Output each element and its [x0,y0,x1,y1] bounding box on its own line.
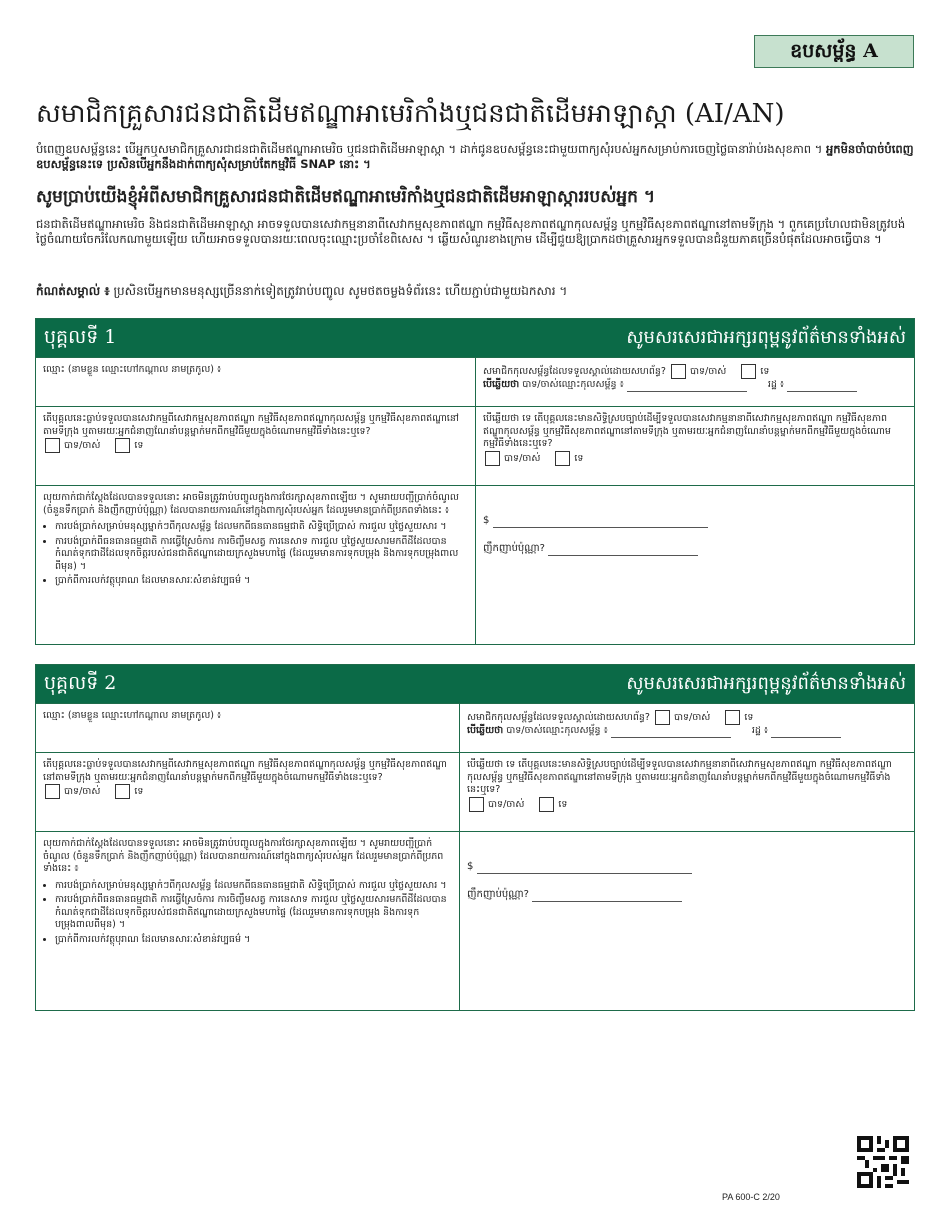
note-text: ប្រសិនបើអ្នកមានមនុស្សច្រើននាក់ទៀតត្រូវរាប់បញ្ចូល សូមថតចម្លងទំព័រនេះ ហើយភ្ជាប់ជាមួយឯកសារ ។ [113,284,568,298]
name-label: ឈ្មោះ (នាមខ្លួន ឈ្មោះហៅកណ្តាល នាមត្រកូល) ៖ [43,710,222,721]
person-1-instruction: សូមសរសេរជាអក្សរពុម្ពនូវព័ត៌មានទាំងអស់ [626,327,906,348]
tribe-question: សមាជិកកុលសម្ព័ន្ធដែលទទួលស្គាល់ដោយសហព័ន្ធ? [483,366,666,377]
page-title: សមាជិកគ្រួសារជនជាតិដើមឥណ្ឌាអាមេរិកាំងឬជនជាតិដើមអាឡាស្កា (AI/AN) [36,99,785,129]
no-label: ទេ [574,452,584,464]
how-often-input[interactable] [532,901,682,902]
how-often-label: ញឹកញាប់ប៉ុណ្ណា? [467,889,529,900]
intro-line: បំពេញឧបសម្ព័ន្ធនេះ បើអ្នកឬសមាជិកគ្រួសារជាជនជាតិដើមឥណ្ឌាអាមេរិច ឬជនជាតិដើមអាឡាស្កា ។ ដាក់ជូនឧបសម្ព័ន្ធនេះជាមួយពាក្យសុំរបស់អ្នកសម្រាប់ការចេញថ្លៃធានារ៉ាប់រងសុខភាព ។ [36,142,823,156]
if-yes-lead: បើឆ្លើយថា [467,725,504,736]
tribe-question: សមាជិកកុលសម្ព័ន្ធដែលទទួលស្គាល់ដោយសហព័ន្ធ? [467,712,650,723]
yes-label: បាទ/ចាស់ [689,366,727,377]
income-item: • ការបង់ប្រាក់ពីធនធានធម្មជាតិ ការធ្វើស្រែចំការ ការចិញ្ចឹមសត្វ ការនេសាទ ការជួល ឬថ្លៃសួយសារមកពីដីដែលបានកំណត់ទុកជាដីដែលទុកចិត្តរបស់ជនជាតិឥណ្ឌាដោយក្រសួងមហាផ្ទៃ (ដែលរួមមានការទុកបម្រុង និងការទុកបម្រុងពាលពីមុន) ។ [55,536,468,574]
person-2-header [36,665,914,703]
tribe-name-input[interactable] [627,391,747,392]
income-item: • ប្រាក់ពីការលក់វត្ថុបុរាណ ដែលមានសារៈសំខាន់វប្បធម៌ ។ [55,575,468,588]
state-label: រដ្ឋ ៖ [767,379,785,390]
received-yes-checkbox[interactable] [45,438,60,453]
yes-label: បាទ/ចាស់ [64,786,101,797]
person-1-section [35,318,915,645]
eligible-no-checkbox[interactable] [555,451,570,466]
person-1-label: បុគ្គលទី 1 [44,326,117,348]
form-number: PA 600-C 2/20 [722,1192,780,1202]
person-1-name-field[interactable] [36,358,476,406]
dollar-sign: $ [467,861,474,872]
tribe-no-checkbox[interactable] [741,364,756,379]
qr-code [857,1136,909,1188]
intro-bold: អ្នកមិនចាំបាច់បំពេញឧបសម្ព័ន្ធនេះទេ ប្រសិនបើអ្នកនឹងដាក់ពាក្យសុំសម្រាប់តែកម្មវិធី SNAP នោះ ។ [36,142,914,171]
how-often-label: ញឹកញាប់ប៉ុណ្ណា? [483,543,545,554]
income-item: • ប្រាក់ពីការលក់វត្ថុបុរាណ ដែលមានសារៈសំខាន់វប្បធម៌ ។ [55,934,452,947]
eligible-no-checkbox[interactable] [539,797,554,812]
section-subtitle: សូមប្រាប់យើងខ្ញុំអំពីសមាជិកគ្រួសារជនជាតិដើមឥណ្ឌាអាមេរិកាំងឬជនជាតិដើមអាឡាស្ការរបស់អ្នក ។ [36,187,656,207]
no-label: ទេ [760,366,770,377]
person-1-header [36,319,914,357]
no-label: ទេ [134,440,144,451]
income-intro: លុយកាក់ជាក់ស្តែងដែលបានទទួលនោះ អាចមិនត្រូវរាប់បញ្ចូលក្នុងការថែរក្សាសុខភាពឡើយ ។ សូមរាយបញ្ជីប្រាក់ចំណូល (ចំនួនទឹកប្រាក់ និងញឹកញាប់ប៉ុណ្ណា) ដែលបានរាយការណ៍នៅក្នុងពាក្យសុំរបស់អ្នក ដែលរួមមានប្រាក់ពីប្រភពទាំងនេះ ៖ [43,838,444,874]
no-label: ទេ [134,786,144,797]
how-often-input[interactable] [548,555,698,556]
received-yes-checkbox[interactable] [45,784,60,799]
note-label: កំណត់សម្គាល់ ៖ [36,284,110,298]
yes-label: បាទ/ចាស់ [504,452,541,464]
received-no-checkbox[interactable] [115,438,130,453]
note [36,283,916,299]
received-no-checkbox[interactable] [115,784,130,799]
person-2-instruction: សូមសរសេរជាអក្សរពុម្ពនូវព័ត៌មានទាំងអស់ [626,673,906,694]
no-label: ទេ [558,798,568,810]
tribe-name-label: បាទ/ចាស់ឈ្មោះកុលសម្ព័ន្ធ ៖ [522,379,624,390]
income-amount-input[interactable] [493,527,708,528]
income-list [43,521,468,588]
person-2-label: បុគ្គលទី 2 [44,672,117,694]
appendix-tag: ឧបសម្ព័ន្ធ A [754,35,914,68]
received-services-question: តើបុគ្គលនេះធ្លាប់ទទួលបានសេវាកម្មពីសេវាកម្មសុខភាពឥណ្ឌា កម្មវិធីសុខភាពឥណ្ឌាកុលសម្ព័ន្ធ ឬកម្មវិធីសុខភាពឥណ្ឌានៅតាមទីក្រុង ឬតាមរយៈអ្នកជំនាញណែនាំបន្តម្នាក់មកពីកម្មវិធីមួយក្នុងចំណោមកម្មវិធីទាំងនេះឬទេ? [43,413,459,437]
tribe-yes-checkbox[interactable] [671,364,686,379]
state-input[interactable] [771,737,841,738]
yes-label: បាទ/ចាស់ [64,440,101,451]
yes-label: បាទ/ចាស់ [488,798,525,810]
yes-label: បាទ/ចាស់ [673,712,711,723]
tribe-name-input[interactable] [611,737,731,738]
income-item: • ការបង់ប្រាក់សម្រាប់មនុស្សម្នាក់ៗពីកុលសម្ព័ន្ធ ដែលមកពីធនធានធម្មជាតិ សិទ្ធិប្រើប្រាស់ ការជួល ឬថ្លៃសួយសារ ។ [55,880,452,893]
state-label: រដ្ឋ ៖ [751,725,769,736]
person-2-name-field[interactable] [36,704,460,752]
if-yes-lead: បើឆ្លើយថា [483,379,520,390]
info-paragraph: ជនជាតិដើមឥណ្ឌាអាមេរិច និងជនជាតិដើមអាឡាស្កា អាចទទួលបានសេវាកម្មនានាពីសេវាកម្មសុខភាពឥណ្ឌា កម្មវិធីសុខភាពឥណ្ឌាកុលសម្ព័ន្ធ ឬកម្មវិធីសុខភាពឥណ្ឌានៅតាមទីក្រុង ។ ពួកគេប្រហែលជាមិនត្រូវបង់ថ្លៃចំណាយចែករំលែកណាមួយឡើយ ហើយអាចទទួលបានរយៈពេលចុះឈ្មោះប្រចាំខែពិសេស ។ ឆ្លើយសំណួរខាងក្រោម ដើម្បីជួយឱ្យប្រាកដថាគ្រួសារអ្នកទទួលបានជំនួយភាគច្រើនបំផុតដែលអាចធ្វើបាន ។ [36,217,906,246]
intro-text [36,142,916,172]
eligible-yes-checkbox[interactable] [469,797,484,812]
income-intro: លុយកាក់ជាក់ស្តែងដែលបានទទួលនោះ អាចមិនត្រូវរាប់បញ្ចូលក្នុងការថែរក្សាសុខភាពឡើយ ។ សូមរាយបញ្ជីប្រាក់ចំណូល (ចំនួនទឹកប្រាក់ និងញឹកញាប់ប៉ុណ្ណា) ដែលបានរាយការណ៍នៅក្នុងពាក្យសុំរបស់អ្នក ដែលរួមមានប្រាក់ពីប្រភពទាំងនេះ ៖ [43,492,459,516]
received-services-question: តើបុគ្គលនេះធ្លាប់ទទួលបានសេវាកម្មពីសេវាកម្មសុខភាពឥណ្ឌា កម្មវិធីសុខភាពឥណ្ឌាកុលសម្ព័ន្ធ ឬកម្មវិធីសុខភាពឥណ្ឌានៅតាមទីក្រុង ឬតាមរយៈអ្នកជំនាញណែនាំបន្តម្នាក់មកពីកម្មវិធីមួយក្នុងចំណោមកម្មវិធីទាំងនេះឬទេ? [43,759,447,783]
no-label: ទេ [744,712,754,723]
eligible-question: បើឆ្លើយថា ទេ តើបុគ្គលនេះមានសិទ្ធិស្របច្បាប់ដើម្បីទទួលបានសេវាកម្មនានាពីសេវាកម្មសុខភាពឥណ្ឌា កម្មវិធីសុខភាពឥណ្ឌាកុលសម្ព័ន្ធ ឬកម្មវិធីសុខភាពឥណ្ឌានៅតាមទីក្រុង ឬតាមរយៈអ្នកជំនាញណែនាំបន្តម្នាក់មកពីកម្មវិធីមួយក្នុងចំណោមកម្មវិធីទាំងនេះឬទេ? [483,413,891,449]
tribe-no-checkbox[interactable] [725,710,740,725]
state-input[interactable] [787,391,857,392]
income-amount-input[interactable] [477,873,692,874]
tribe-yes-checkbox[interactable] [655,710,670,725]
name-label: ឈ្មោះ (នាមខ្លួន ឈ្មោះហៅកណ្តាល នាមត្រកូល) ៖ [43,364,222,375]
tribe-name-label: បាទ/ចាស់ឈ្មោះកុលសម្ព័ន្ធ ៖ [506,725,608,736]
income-item: • ការបង់ប្រាក់សម្រាប់មនុស្សម្នាក់ៗពីកុលសម្ព័ន្ធ ដែលមកពីធនធានធម្មជាតិ សិទ្ធិប្រើប្រាស់ ការជួល ឬថ្លៃសួយសារ ។ [55,521,468,534]
eligible-question: បើឆ្លើយថា ទេ តើបុគ្គលនេះមានសិទ្ធិស្របច្បាប់ដើម្បីទទួលបានសេវាកម្មនានាពីសេវាកម្មសុខភាពឥណ្ឌា កម្មវិធីសុខភាពឥណ្ឌាកុលសម្ព័ន្ធ ឬកម្មវិធីសុខភាពឥណ្ឌានៅតាមទីក្រុង ឬតាមរយៈអ្នកជំនាញណែនាំបន្តម្នាក់មកពីកម្មវិធីមួយក្នុងចំណោមកម្មវិធីទាំងនេះឬទេ? [467,759,892,795]
eligible-yes-checkbox[interactable] [485,451,500,466]
dollar-sign: $ [483,515,490,526]
income-list [43,880,452,947]
income-item: • ការបង់ប្រាក់ពីធនធានធម្មជាតិ ការធ្វើស្រែចំការ ការចិញ្ចឹមសត្វ ការនេសាទ ការជួល ឬថ្លៃសួយសារមកពីដីដែលបានកំណត់ទុកជាដីដែលទុកចិត្តរបស់ជនជាតិឥណ្ឌាដោយក្រសួងមហាផ្ទៃ (ដែលរួមមានការទុកបម្រុង និងការទុកបម្រុងពាលពីមុន) ។ [55,894,452,932]
person-2-section [35,664,915,1011]
